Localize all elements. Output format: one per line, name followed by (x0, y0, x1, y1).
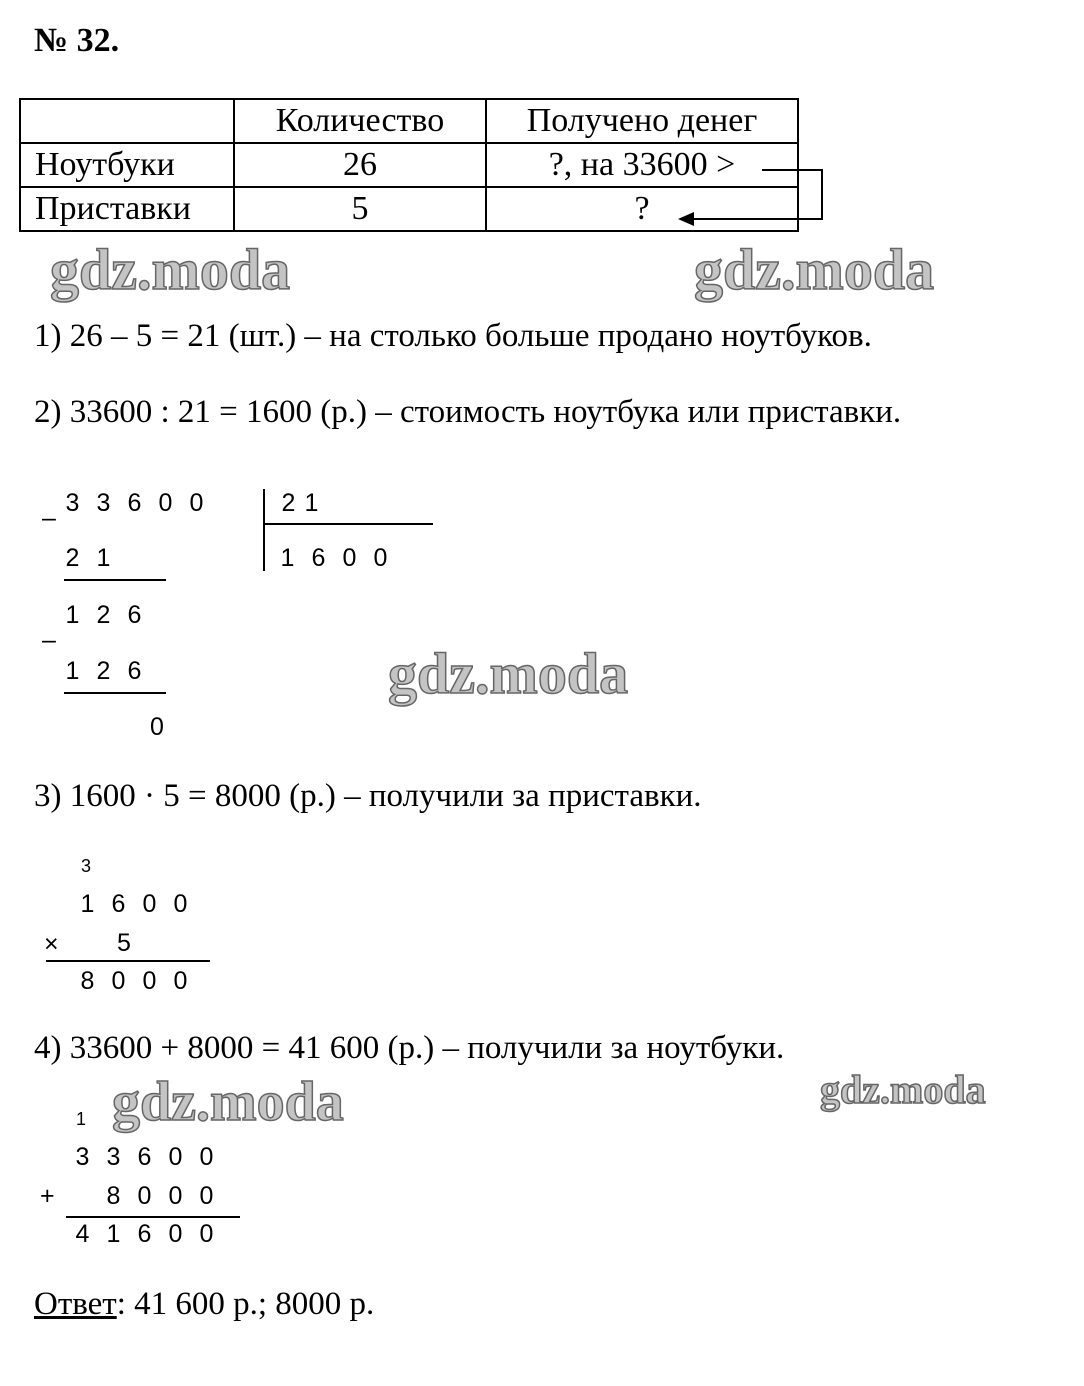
multiply-sign: × (44, 930, 59, 958)
digit: 0 (142, 890, 157, 918)
digit: 2 (96, 657, 111, 685)
digit: 0 (189, 489, 204, 517)
watermark: gdz.moda (50, 237, 291, 302)
digit: 8 (80, 967, 95, 995)
digit: 0 (373, 544, 388, 572)
digit: 6 (127, 601, 142, 629)
sum (67, 1220, 222, 1249)
carry-digit: 1 (76, 1109, 87, 1129)
final-remainder: 0 (150, 713, 164, 741)
digit: 4 (75, 1220, 90, 1248)
digit: 0 (199, 1182, 214, 1210)
divisor (277, 489, 323, 518)
digit: 6 (111, 890, 126, 918)
solution-step-3: 3) 1600 · 5 = 8000 (р.) – получили за приставки. (34, 778, 702, 814)
minus-sign: – (42, 626, 56, 654)
comparison-arrow (0, 0, 1084, 260)
table-cell: 26 (234, 143, 486, 187)
solution-step-4: 4) 33600 + 8000 = 41 600 (р.) – получили за ноутбуки. (34, 1030, 785, 1066)
digit: 1 (304, 489, 319, 517)
digit: 3 (65, 489, 80, 517)
digit: 1 (65, 601, 80, 629)
digit: 0 (168, 1143, 183, 1171)
digit: 0 (111, 967, 126, 995)
table-cell: ? (486, 187, 798, 231)
digit: 1 (96, 544, 111, 572)
answer-label: Ответ (34, 1286, 117, 1322)
dividend (57, 489, 212, 518)
digit: 6 (311, 544, 326, 572)
digit: 0 (168, 1182, 183, 1210)
minus-sign: – (42, 504, 56, 532)
multiplication-line (46, 960, 210, 962)
watermark: gdz.moda (820, 1067, 986, 1112)
digit: 1 (280, 544, 295, 572)
addend-top (67, 1143, 222, 1172)
digit: 2 (65, 544, 80, 572)
product (72, 967, 196, 996)
digit: 0 (199, 1143, 214, 1171)
answer-text: : 41 600 р.; 8000 р. (116, 1286, 375, 1322)
addend-bottom (98, 1182, 222, 1211)
digit: 6 (127, 489, 142, 517)
digit: 0 (168, 1220, 183, 1248)
multiplier: 5 (117, 929, 131, 957)
digit: 0 (199, 1220, 214, 1248)
solution-step-2: 2) 33600 : 21 = 1600 (р.) – стоимость ноутбука или приставки. (34, 394, 902, 430)
multiplicand (72, 890, 196, 919)
watermark: gdz.moda (112, 1071, 344, 1133)
digit: 0 (142, 967, 157, 995)
watermark: gdz.moda (388, 641, 629, 706)
answer (34, 1286, 374, 1323)
digit: 8 (106, 1182, 121, 1210)
table-header-cell: Получено денег (486, 99, 798, 143)
digit: 6 (127, 657, 142, 685)
watermark: gdz.moda (694, 237, 935, 302)
table-cell: Приставки (20, 187, 234, 231)
digit: 2 (281, 489, 296, 517)
table-cell: 5 (234, 187, 486, 231)
digit: 3 (96, 489, 111, 517)
digit: 0 (158, 489, 173, 517)
carry-digit: 3 (81, 856, 92, 876)
digit: 1 (80, 890, 95, 918)
subtrahend (57, 657, 150, 686)
digit: 0 (342, 544, 357, 572)
digit: 1 (106, 1220, 121, 1248)
remainder (57, 601, 150, 630)
digit: 1 (65, 657, 80, 685)
division-line (64, 579, 166, 581)
division-bar (263, 523, 433, 525)
digit: 0 (137, 1182, 152, 1210)
digit: 3 (106, 1143, 121, 1171)
digit: 0 (173, 967, 188, 995)
digit: 0 (173, 890, 188, 918)
subtrahend (57, 544, 119, 573)
table-cell: ?, на 33600 > (486, 143, 798, 187)
problem-number: № 32. (34, 22, 120, 59)
table-cell: Ноутбуки (20, 143, 234, 187)
quotient (272, 544, 396, 573)
division-line (64, 692, 166, 694)
digit: 2 (96, 601, 111, 629)
digit: 6 (137, 1143, 152, 1171)
digit: 3 (75, 1143, 90, 1171)
table-header-cell: Количество (234, 99, 486, 143)
digit: 6 (137, 1220, 152, 1248)
plus-sign: + (40, 1182, 55, 1210)
division-bar (263, 489, 265, 571)
addition-line (66, 1216, 240, 1218)
solution-step-1: 1) 26 – 5 = 21 (шт.) – на столько больше продано ноутбуков. (34, 318, 872, 354)
